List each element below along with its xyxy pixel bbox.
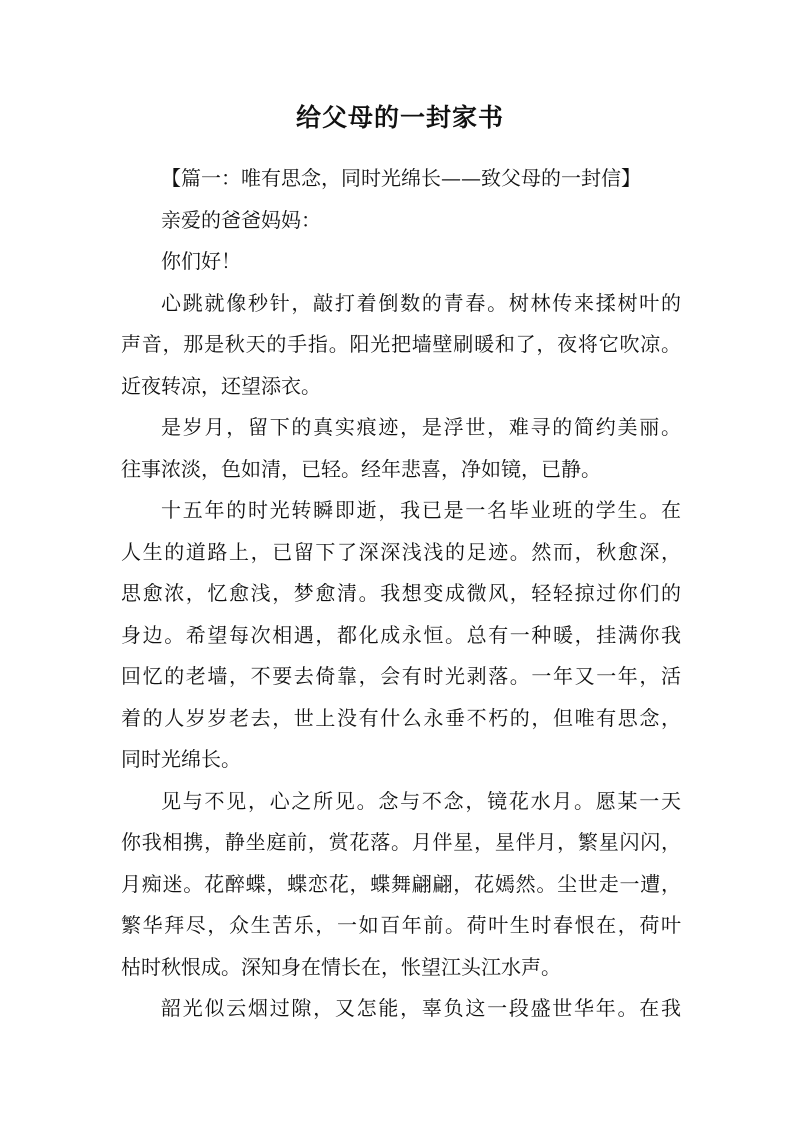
text-line: 【篇一：唯有思念，同时光绵长——致父母的一封信】 [161,166,641,190]
document-title: 给父母的一封家书 [295,103,504,132]
text-line: 繁华拜尽，众生苦乐，一如百年前。荷叶生时春恨在，荷叶 [121,913,681,937]
text-line: 是岁月，留下的真实痕迹，是浮世，难寻的简约美丽。 [161,415,681,439]
text-line: 见与不见，心之所见。念与不念，镜花水月。愿某一天 [161,788,681,813]
text-line: 十五年的时光转瞬即逝，我已是一名毕业班的学生。在 [161,498,681,522]
text-line: 枯时秋恨成。深知身在情长在，怅望江头江水声。 [121,954,561,979]
text-line: 月痴迷。花醉蝶，蝶恋花，蝶舞翩翩，花嫣然。尘世走一遭， [121,871,681,896]
text-line: 往事浓淡，色如清，已轻。经年悲喜，净如镜，已静。 [121,456,601,481]
text-line: 身边。希望每次相遇，都化成永恒。总有一种暖，挂满你我 [121,622,681,647]
text-line: 你我相携，静坐庭前，赏花落。月伴星，星伴月，繁星闪闪， [121,830,681,854]
text-line: 着的人岁岁老去，世上没有什么永垂不朽的，但唯有思念， [121,705,681,730]
text-line: 你们好！ [161,249,241,273]
text-line: 近夜转凉，还望添衣。 [121,373,321,398]
text-line: 思愈浓，忆愈浅，梦愈清。我想变成微风，轻轻掠过你们的 [121,581,681,605]
text-line: 同时光绵长。 [121,747,241,771]
document-body [121,158,681,1030]
text-line: 人生的道路上，已留下了深深浅浅的足迹。然而，秋愈深， [121,539,681,564]
text-line: 声音，那是秋天的手指。阳光把墙壁刷暖和了，夜将它吹凉。 [121,332,681,356]
text-line: 回忆的老墙，不要去倚靠，会有时光剥落。一年又一年，活 [121,664,681,688]
text-line: 心跳就像秒针，敲打着倒数的青春。树林传来揉树叶的 [161,290,681,315]
text-line: 韶光似云烟过隙，又怎能，辜负这一段盛世华年。在我 [161,996,681,1020]
text-line: 亲爱的爸爸妈妈： [161,207,321,232]
